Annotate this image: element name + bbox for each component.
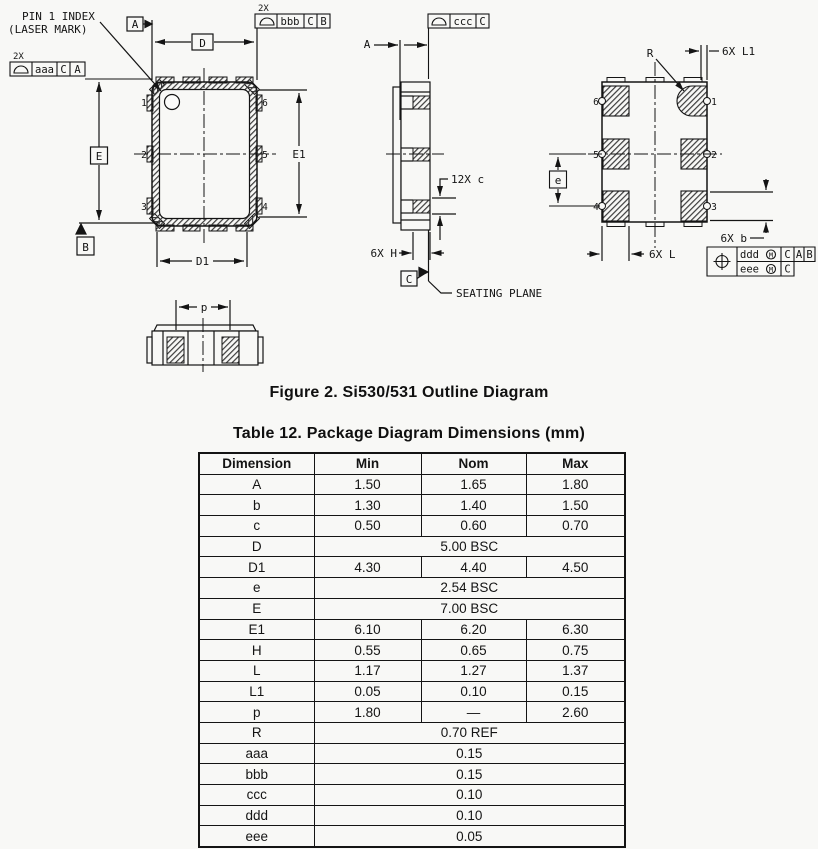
datum-a-label: A: [131, 18, 139, 31]
dimension-cell: L: [199, 660, 314, 681]
value-cell-span: 0.70 REF: [314, 722, 625, 743]
datum-triangle-icon: [145, 21, 152, 28]
fcf-ccc-d1: C: [479, 16, 486, 28]
min-cell: 0.50: [314, 516, 421, 537]
dimension-cell: E: [199, 598, 314, 619]
front-view: [134, 68, 276, 246]
dim-D: [155, 28, 257, 80]
dimensions-table: [198, 452, 626, 848]
pad-6: [603, 86, 629, 116]
pad-4: [603, 191, 629, 221]
table-title: Table 12. Package Diagram Dimensions (mm): [232, 425, 586, 442]
table-row: [199, 474, 625, 495]
table-row: [199, 557, 625, 578]
dimension-cell: D: [199, 536, 314, 557]
pin-6-label: 6: [262, 98, 268, 109]
dimension-cell: p: [199, 702, 314, 723]
fcf-ddd-tol: ddd: [740, 249, 759, 261]
table-row: [199, 805, 625, 826]
fcf-ddd-d3: B: [806, 249, 813, 261]
table-row: [199, 578, 625, 599]
max-cell: 6.30: [526, 619, 625, 640]
dim-6x-h: [399, 232, 444, 260]
note-6x-b-label: 6X b: [720, 232, 747, 245]
outline-diagram: [0, 0, 818, 380]
pin-1-label: 1: [711, 97, 717, 108]
dim-6x-b: [710, 179, 773, 238]
pad-1-rounded: [677, 86, 707, 116]
nom-cell: 1.65: [421, 474, 526, 495]
nom-cell: 0.60: [421, 516, 526, 537]
side-view: [386, 82, 444, 230]
pin-4-label: 4: [593, 202, 599, 213]
min-cell: 4.30: [314, 557, 421, 578]
dim-E-label: E: [95, 150, 103, 163]
nom-cell: 4.40: [421, 557, 526, 578]
value-cell-span: 5.00 BSC: [314, 536, 625, 557]
dim-D1-label: D1: [195, 255, 210, 268]
table-row: [199, 660, 625, 681]
header-min: Min: [314, 453, 421, 474]
fcf-bbb-d1: C: [307, 16, 314, 28]
dimension-cell: E1: [199, 619, 314, 640]
fcf-bbb-tol: bbb: [280, 16, 300, 28]
table-row: [199, 681, 625, 702]
fcf-ccc-tol: ccc: [453, 16, 473, 28]
profile-surface-icon: [260, 18, 274, 25]
table-row: [199, 722, 625, 743]
table-header-row: [199, 453, 625, 474]
max-cell: 4.50: [526, 557, 625, 578]
dim-12x-c: [432, 179, 456, 240]
datum-b-label: B: [82, 241, 89, 254]
dimension-cell: ccc: [199, 785, 314, 806]
dim-p-label: p: [200, 301, 208, 314]
fcf-eee-tol: eee: [740, 263, 759, 276]
min-cell: 6.10: [314, 619, 421, 640]
table-row: [199, 495, 625, 516]
pin-3-label: 3: [141, 202, 147, 213]
table-row: [199, 702, 625, 723]
seating-plane-label: SEATING PLANE: [456, 287, 543, 300]
pin-5-label: 5: [593, 150, 599, 161]
table-row: [199, 826, 625, 847]
max-cell: 1.37: [526, 660, 625, 681]
dimension-cell: R: [199, 722, 314, 743]
fcf-aaa-d1: C: [60, 64, 67, 76]
dimension-cell: c: [199, 516, 314, 537]
min-cell: 1.30: [314, 495, 421, 516]
nom-cell: 1.27: [421, 660, 526, 681]
pin-2-label: 2: [711, 150, 717, 161]
pin-6-label: 6: [593, 97, 599, 108]
fcf-aaa-d2: A: [74, 64, 81, 76]
table-row: [199, 536, 625, 557]
value-cell-span: 0.15: [314, 743, 625, 764]
max-cell: 2.60: [526, 702, 625, 723]
value-cell-span: 2.54 BSC: [314, 578, 625, 599]
pin1-index-mark: [165, 95, 180, 110]
pin-1-label: 1: [141, 98, 147, 109]
header-dimension: Dimension: [199, 453, 314, 474]
pin1-index-label: PIN 1 INDEX: [22, 10, 95, 23]
nom-cell: 0.65: [421, 640, 526, 661]
dim-e-label: e: [554, 174, 562, 187]
pin-4-label: 4: [262, 202, 268, 213]
qty-2x-label: 2X: [258, 4, 269, 14]
dimension-cell: A: [199, 474, 314, 495]
dim-D-label: D: [199, 37, 206, 50]
dimension-cell: bbb: [199, 764, 314, 785]
p-lid: [154, 325, 256, 331]
nom-cell: 0.10: [421, 681, 526, 702]
max-cell: 0.75: [526, 640, 625, 661]
dimension-cell: D1: [199, 557, 314, 578]
nom-cell: —: [421, 702, 526, 723]
dim-A-label: A: [363, 38, 371, 51]
max-cell: 0.70: [526, 516, 625, 537]
fcf-ddd-d2: A: [795, 249, 803, 261]
pin-3-label: 3: [711, 202, 717, 213]
header-max: Max: [526, 453, 625, 474]
dim-6x-l1: [685, 45, 719, 80]
note-6x-l-label: 6X L: [649, 248, 676, 261]
fcf-eee-d1: C: [784, 263, 791, 276]
dimension-cell: e: [199, 578, 314, 599]
position-icon: [714, 253, 731, 270]
fcf-aaa-tol: aaa: [35, 64, 54, 76]
note-6x-l1-label: 6X L1: [722, 45, 756, 58]
dimension-cell: H: [199, 640, 314, 661]
dim-R-label: R: [646, 47, 654, 60]
value-cell-span: 7.00 BSC: [314, 598, 625, 619]
datum-triangle-icon: [76, 224, 86, 234]
max-cell: 0.15: [526, 681, 625, 702]
fcf-bbb-d2: B: [320, 16, 327, 28]
value-cell-span: 0.05: [314, 826, 625, 847]
dimension-cell: ddd: [199, 805, 314, 826]
pin-2-label: 2: [141, 150, 147, 161]
table-row: [199, 764, 625, 785]
nom-cell: 1.40: [421, 495, 526, 516]
nom-cell: 6.20: [421, 619, 526, 640]
min-cell: 0.05: [314, 681, 421, 702]
dim-6x-l: [587, 226, 644, 261]
table-row: [199, 619, 625, 640]
dimensions-table-body: [199, 474, 625, 847]
max-cell: 1.80: [526, 474, 625, 495]
min-cell: 1.50: [314, 474, 421, 495]
fcf-aaa-frame: [10, 62, 152, 79]
datum-c-label: C: [405, 273, 413, 286]
note-6x-h-label: 6X H: [370, 247, 397, 260]
min-cell: 0.55: [314, 640, 421, 661]
profile-surface-icon: [432, 18, 446, 25]
figure-caption: Figure 2. Si530/531 Outline Diagram: [269, 384, 549, 401]
laser-mark-label: (LASER MARK): [8, 23, 88, 36]
dimension-cell: L1: [199, 681, 314, 702]
table-row: [199, 743, 625, 764]
table-row: [199, 516, 625, 537]
bottom-view: [588, 62, 722, 248]
table-row: [199, 640, 625, 661]
dimension-cell: aaa: [199, 743, 314, 764]
value-cell-span: 0.10: [314, 785, 625, 806]
pin-5-label: 5: [262, 150, 268, 161]
qty-2x-label: 2X: [13, 52, 24, 62]
min-cell: 1.80: [314, 702, 421, 723]
value-cell-span: 0.10: [314, 805, 625, 826]
fcf-eee-mod: M: [768, 266, 774, 274]
note-12x-c-label: 12X c: [451, 173, 485, 186]
fcf-ddd-d1: C: [784, 249, 791, 261]
header-nom: Nom: [421, 453, 526, 474]
dimension-cell: eee: [199, 826, 314, 847]
table-row: [199, 785, 625, 806]
min-cell: 1.17: [314, 660, 421, 681]
dim-E1-label: E1: [292, 148, 306, 161]
profile-surface-icon: [14, 66, 28, 73]
table-row: [199, 598, 625, 619]
value-cell-span: 0.15: [314, 764, 625, 785]
fcf-ddd-mod: M: [768, 251, 774, 260]
max-cell: 1.50: [526, 495, 625, 516]
datum-triangle-icon: [419, 268, 428, 277]
dimension-cell: b: [199, 495, 314, 516]
